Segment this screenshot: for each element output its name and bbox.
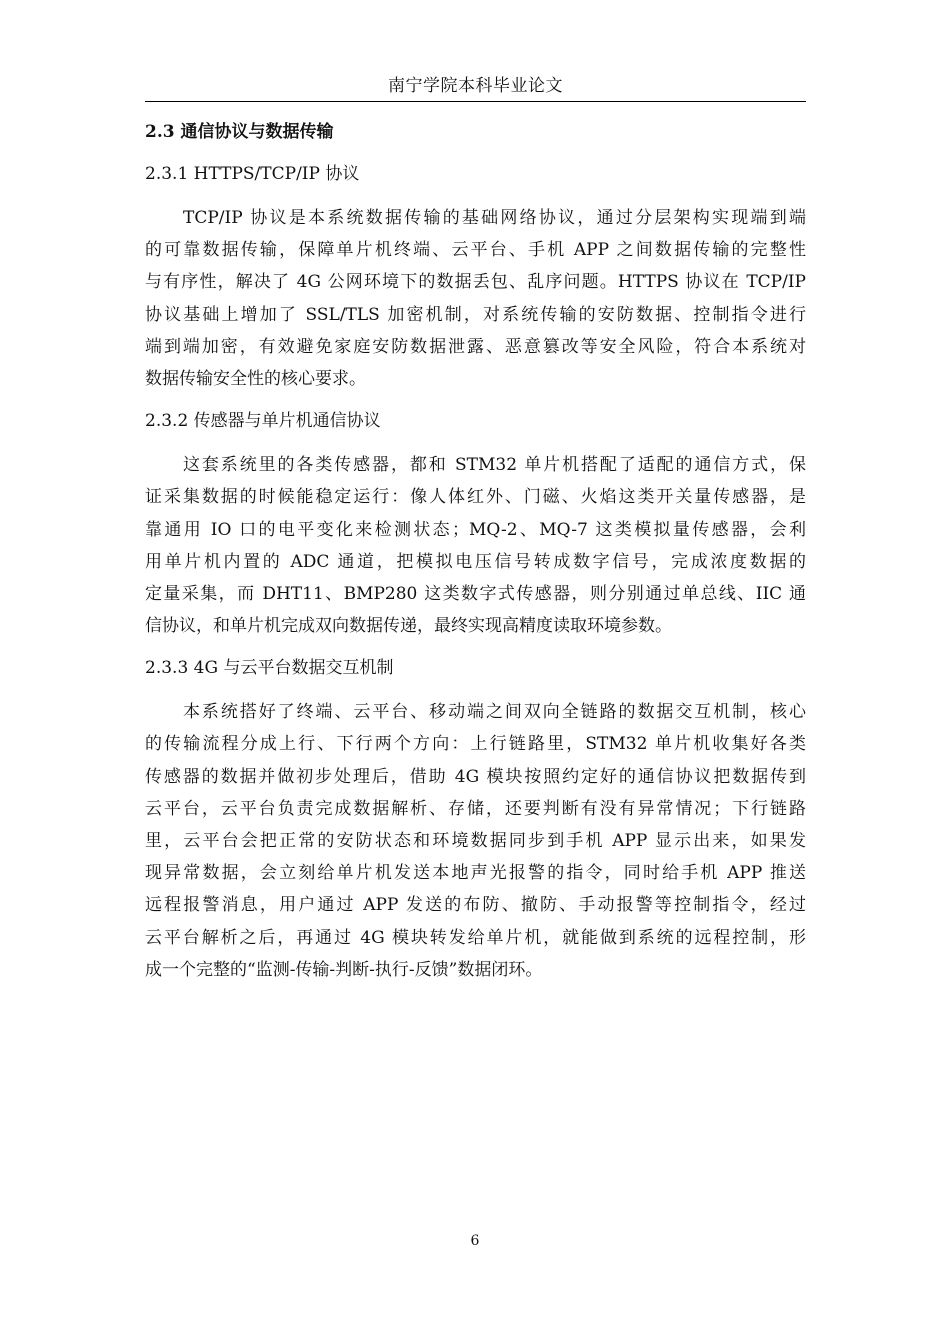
paragraph-line: 现异常数据，会立刻给单片机发送本地声光报警的指令，同时给手机 APP 推送: [145, 863, 806, 884]
subsection-heading-2-3-2: 2.3.2 传感器与单片机通信协议: [145, 411, 381, 432]
paragraph-line: 成一个完整的“监测-传输-判断-执行-反馈”数据闭环。: [145, 959, 543, 980]
paragraph-line: 靠通用 IO 口的电平变化来检测状态；MQ-2、MQ-7 这类模拟量传感器，会利: [145, 519, 806, 540]
paragraph-line: 用单片机内置的 ADC 通道，把模拟电压信号转成数字信号，完成浓度数据的: [145, 551, 806, 572]
paragraph-line: 的可靠数据传输，保障单片机终端、云平台、手机 APP 之间数据传输的完整性: [145, 240, 806, 261]
section-heading: 2.3 通信协议与数据传输: [145, 122, 334, 142]
paragraph-line: 证采集数据的时候能稳定运行：像人体红外、门磁、火焰这类开关量传感器，是: [145, 487, 806, 508]
header-rule: [145, 101, 806, 102]
paragraph-line: 远程报警消息，用户通过 APP 发送的布防、撤防、手动报警等控制指令，经过: [145, 895, 806, 916]
paragraph-line: 里，云平台会把正常的安防状态和环境数据同步到手机 APP 显示出来，如果发: [145, 831, 806, 851]
paragraph-line: 传感器的数据并做初步处理后，借助 4G 模块按照约定好的通信协议把数据传到: [145, 766, 806, 787]
paragraph-line: 定量采集，而 DHT11、BMP280 这类数字式传感器，则分别通过单总线、IIC 通: [145, 583, 806, 604]
paragraph-2-3-2: [145, 449, 806, 642]
paragraph-2-3-1: [145, 202, 806, 395]
paragraph-line: 端到端加密，有效避免家庭安防数据泄露、恶意篡改等安全风险，符合本系统对: [145, 336, 806, 357]
paragraph-line: 信协议，和单片机完成双向数据传递，最终实现高精度读取环境参数。: [145, 616, 672, 637]
paragraph-line: 数据传输安全性的核心要求。: [145, 368, 366, 389]
paragraph-2-3-3: [145, 696, 806, 986]
paragraph-line: 云平台解析之后，再通过 4G 模块转发给单片机，就能做到系统的远程控制，形: [145, 927, 806, 948]
paragraph-line: 云平台，云平台负责完成数据解析、存储，还要判断有没有异常情况；下行链路: [145, 798, 806, 819]
subsection-heading-2-3-3: 2.3.3 4G 与云平台数据交互机制: [145, 658, 394, 679]
page-number: 6: [470, 1233, 480, 1249]
paragraph-line: TCP/IP 协议是本系统数据传输的基础网络协议，通过分层架构实现端到端: [183, 208, 806, 228]
paragraph-line: 与有序性，解决了 4G 公网环境下的数据丢包、乱序问题。HTTPS 协议在 TCP/IP: [145, 272, 806, 293]
page-header: 南宁学院本科毕业论文: [388, 76, 563, 96]
paragraph-line: 的传输流程分成上行、下行两个方向：上行链路里，STM32 单片机收集好各类: [145, 734, 806, 755]
paragraph-line: 这套系统里的各类传感器，都和 STM32 单片机搭配了适配的通信方式，保: [183, 455, 806, 476]
paragraph-line: 本系统搭好了终端、云平台、移动端之间双向全链路的数据交互机制，核心: [183, 702, 806, 723]
paragraph-line: 协议基础上增加了 SSL/TLS 加密机制，对系统传输的安防数据、控制指令进行: [145, 304, 806, 325]
page-content: [145, 118, 806, 998]
subsection-heading-2-3-1: 2.3.1 HTTPS/TCP/IP 协议: [145, 164, 360, 184]
